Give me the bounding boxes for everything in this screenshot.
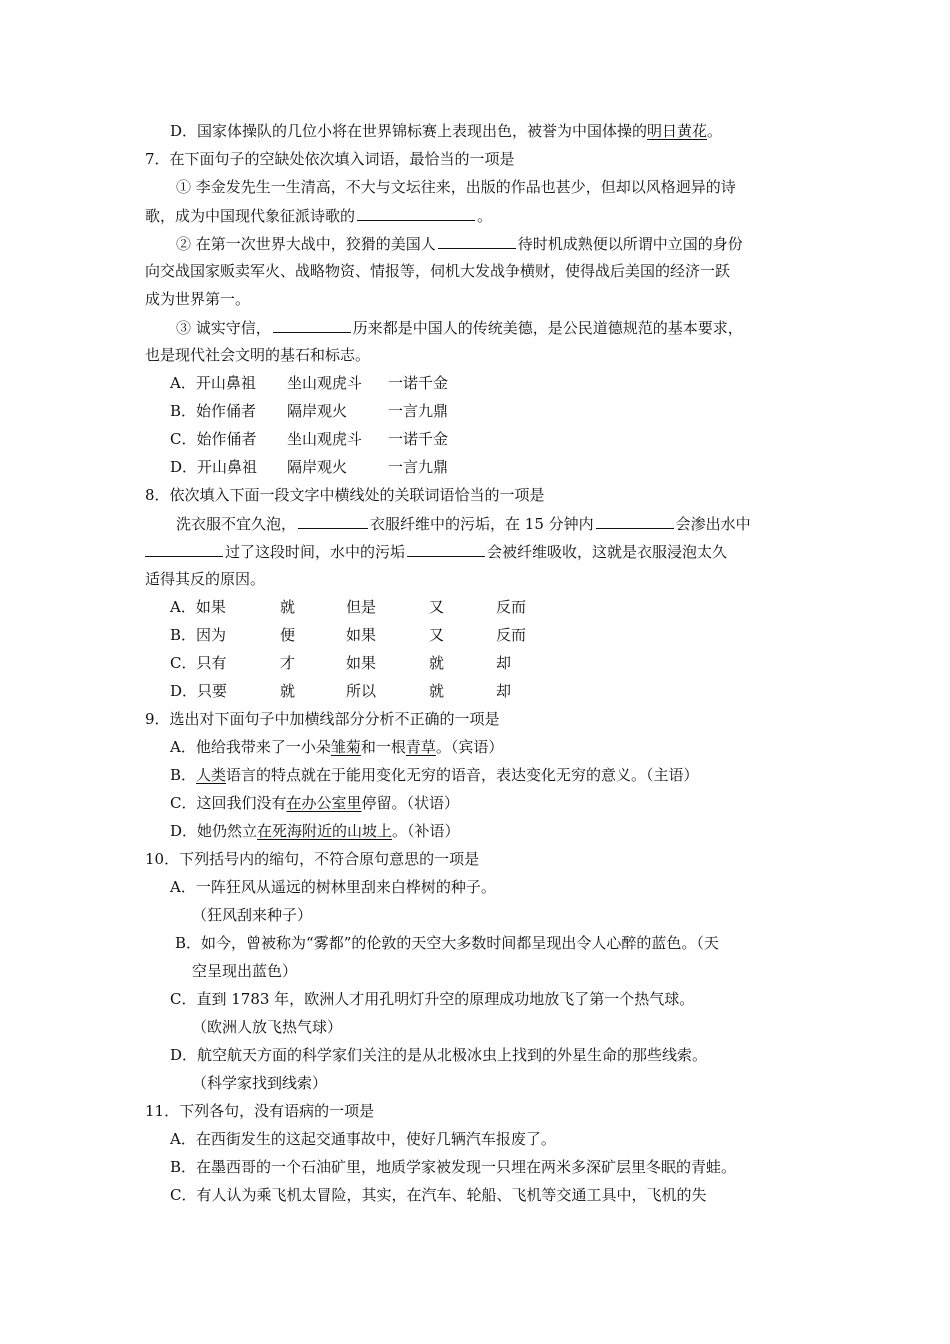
q8-passage-2 [145, 541, 727, 562]
fill-blank [273, 317, 351, 333]
q10-option-b-cont: 空呈现出蓝色） [192, 962, 298, 980]
option-word: 如果 [346, 626, 377, 644]
q11-stem: 11．下列各句，没有语病的一项是 [145, 1102, 375, 1120]
q8-p1-text-c: 会渗出水中 [675, 515, 751, 533]
option-text: 。（宾语） [435, 738, 504, 756]
q9-option-b [170, 765, 699, 785]
underlined-phrase: 人类 [196, 766, 227, 784]
fill-blank [298, 513, 368, 529]
q7-sentence-3 [176, 317, 743, 338]
q7-sentence-3-cont: 也是现代社会文明的基石和标志。 [145, 346, 371, 364]
q11-option-c: C．有人认为乘飞机太冒险，其实，在汽车、轮船、飞机等交通工具中，飞机的失 [170, 1186, 707, 1204]
q7-s2-text: ② 在第一次世界大战中，狡猾的美国人 [176, 235, 436, 253]
option-word: 一诺千金 [388, 430, 449, 448]
option-word: 隔岸观火 [287, 458, 348, 476]
option-text: A．他给我带来了一小朵 [170, 738, 331, 756]
option-text: D．她仍然立 [170, 822, 258, 840]
q10-option-a-condensed: （狂风刮来种子） [192, 906, 313, 924]
q6-option-d-text: D．国家体操队的几位小将在世界锦标赛上表现出色，被誉为中国体操的 [170, 122, 648, 140]
q7-sentence-2-cont: 向交战国家贩卖军火、战略物资、情报等，伺机大发战争横财，使得战后美国的经济一跃 [145, 262, 731, 280]
q7-sentence-1: ① 李金发先生一生清高，不大与文坛往来，出版的作品也甚少，但却以风格迥异的诗 [176, 178, 736, 196]
q7-sentence-2 [176, 233, 743, 254]
q8-passage-3: 适得其反的原因。 [145, 570, 266, 588]
option-word: 反而 [496, 626, 527, 644]
q10-option-d: D．航空航天方面的科学家们关注的是从北极冰虫上找到的外星生命的那些线索。 [170, 1046, 708, 1064]
q10-option-c-condensed: （欧洲人放飞热气球） [192, 1018, 343, 1036]
option-word: 所以 [346, 682, 377, 700]
option-word: D．只要 [170, 682, 228, 700]
q7-s3-text-b: 历来都是中国人的传统美德，是公民道德规范的基本要求， [352, 319, 743, 337]
option-word: 坐山观虎斗 [287, 430, 363, 448]
q7-s1-text: 歌，成为中国现代象征派诗歌的 [145, 207, 356, 225]
q10-option-c: C．直到 1783 年，欧洲人才用孔明灯升空的原理成功地放飞了第一个热气球。 [170, 990, 695, 1008]
q8-p1-text: 洗衣服不宜久泡， [176, 515, 297, 533]
q9-option-d [170, 821, 460, 841]
option-word: 便 [280, 626, 296, 644]
option-word: D．开山鼻祖 [170, 458, 258, 476]
q7-stem: 7．在下面句子的空缺处依次填入词语，最恰当的一项是 [145, 150, 515, 168]
q10-option-a: A．一阵狂风从遥远的树林里刮来白桦树的种子。 [170, 878, 496, 896]
option-word: 却 [496, 654, 512, 672]
underlined-phrase: 雏菊 [330, 738, 361, 756]
fill-blank [357, 205, 475, 221]
option-word: 就 [280, 598, 296, 616]
underlined-phrase: 在办公室里 [286, 794, 362, 812]
q9-stem: 9．选出对下面句子中加横线部分分析不正确的一项是 [145, 710, 500, 728]
option-word: C．只有 [170, 654, 227, 672]
underlined-phrase: 在死海附近的山坡上 [257, 822, 393, 840]
option-word: C．始作俑者 [170, 430, 257, 448]
option-word: 坐山观虎斗 [287, 374, 363, 392]
fill-blank [145, 541, 223, 557]
q9-option-c [170, 793, 459, 813]
fill-blank [438, 233, 516, 249]
option-word: 又 [429, 626, 445, 644]
q11-option-a: A．在西街发生的这起交通事故中，使好几辆汽车报废了。 [170, 1130, 556, 1148]
option-word: 就 [429, 682, 445, 700]
option-word: 但是 [346, 598, 377, 616]
q9-option-a [170, 737, 503, 757]
q7-s1-end: 。 [477, 207, 493, 225]
option-word: 却 [496, 682, 512, 700]
q8-p2-text-b: 会被纤维吸收，这就是衣服浸泡太久 [487, 543, 728, 561]
option-text: 停留。（状语） [361, 794, 460, 812]
q6-option-d [170, 121, 722, 141]
underlined-phrase: 明日黄花 [647, 122, 708, 140]
q10-stem: 10．下列括号内的缩句，不符合原句意思的一项是 [145, 850, 480, 868]
q10-option-b: B．如今，曾被称为“雾都”的伦敦的天空大多数时间都呈现出令人心醉的蓝色。（天 [175, 934, 719, 952]
option-text: C．这回我们没有 [170, 794, 287, 812]
option-word: 反而 [496, 598, 527, 616]
q7-s2-text-b: 待时机成熟便以所谓中立国的身份 [517, 235, 743, 253]
option-word: 一言九鼎 [388, 402, 449, 420]
option-text: B． [170, 766, 197, 784]
q8-stem: 8．依次填入下面一段文字中横线处的关联词语恰当的一项是 [145, 486, 545, 504]
option-word: A．如果 [170, 598, 226, 616]
q7-sentence-2-end: 成为世界第一。 [145, 290, 251, 308]
option-word: 隔岸观火 [287, 402, 348, 420]
q7-s3-text: ③ 诚实守信， [176, 319, 271, 337]
option-word: 就 [280, 682, 296, 700]
option-word: B．始作俑者 [170, 402, 257, 420]
q6-option-d-end: 。 [707, 122, 723, 140]
option-word: A．开山鼻祖 [170, 374, 256, 392]
q8-p2-text: 过了这段时间，水中的污垢 [225, 543, 406, 561]
option-text: 语言的特点就在于能用变化无穷的语音，表达变化无穷的意义。（主语） [226, 766, 699, 784]
q10-option-d-condensed: （科学家找到线索） [192, 1074, 328, 1092]
option-word: 就 [429, 654, 445, 672]
option-word: 如果 [346, 654, 377, 672]
option-word: 一言九鼎 [388, 458, 449, 476]
q11-option-b: B．在墨西哥的一个石油矿里，地质学家被发现一只埋在两米多深矿层里冬眠的青蛙。 [170, 1158, 737, 1176]
option-word: B．因为 [170, 626, 227, 644]
option-word: 一诺千金 [388, 374, 449, 392]
option-text: 和一根 [360, 738, 406, 756]
q8-passage-1 [176, 513, 751, 534]
fill-blank [596, 513, 674, 529]
option-word: 才 [280, 654, 296, 672]
fill-blank [407, 541, 485, 557]
q8-p1-text-b: 衣服纤维中的污垢，在 15 分钟内 [370, 515, 594, 533]
option-word: 又 [429, 598, 445, 616]
underlined-phrase: 青草 [405, 738, 436, 756]
option-text: 。（补语） [392, 822, 460, 840]
q7-sentence-1-cont [145, 205, 492, 226]
